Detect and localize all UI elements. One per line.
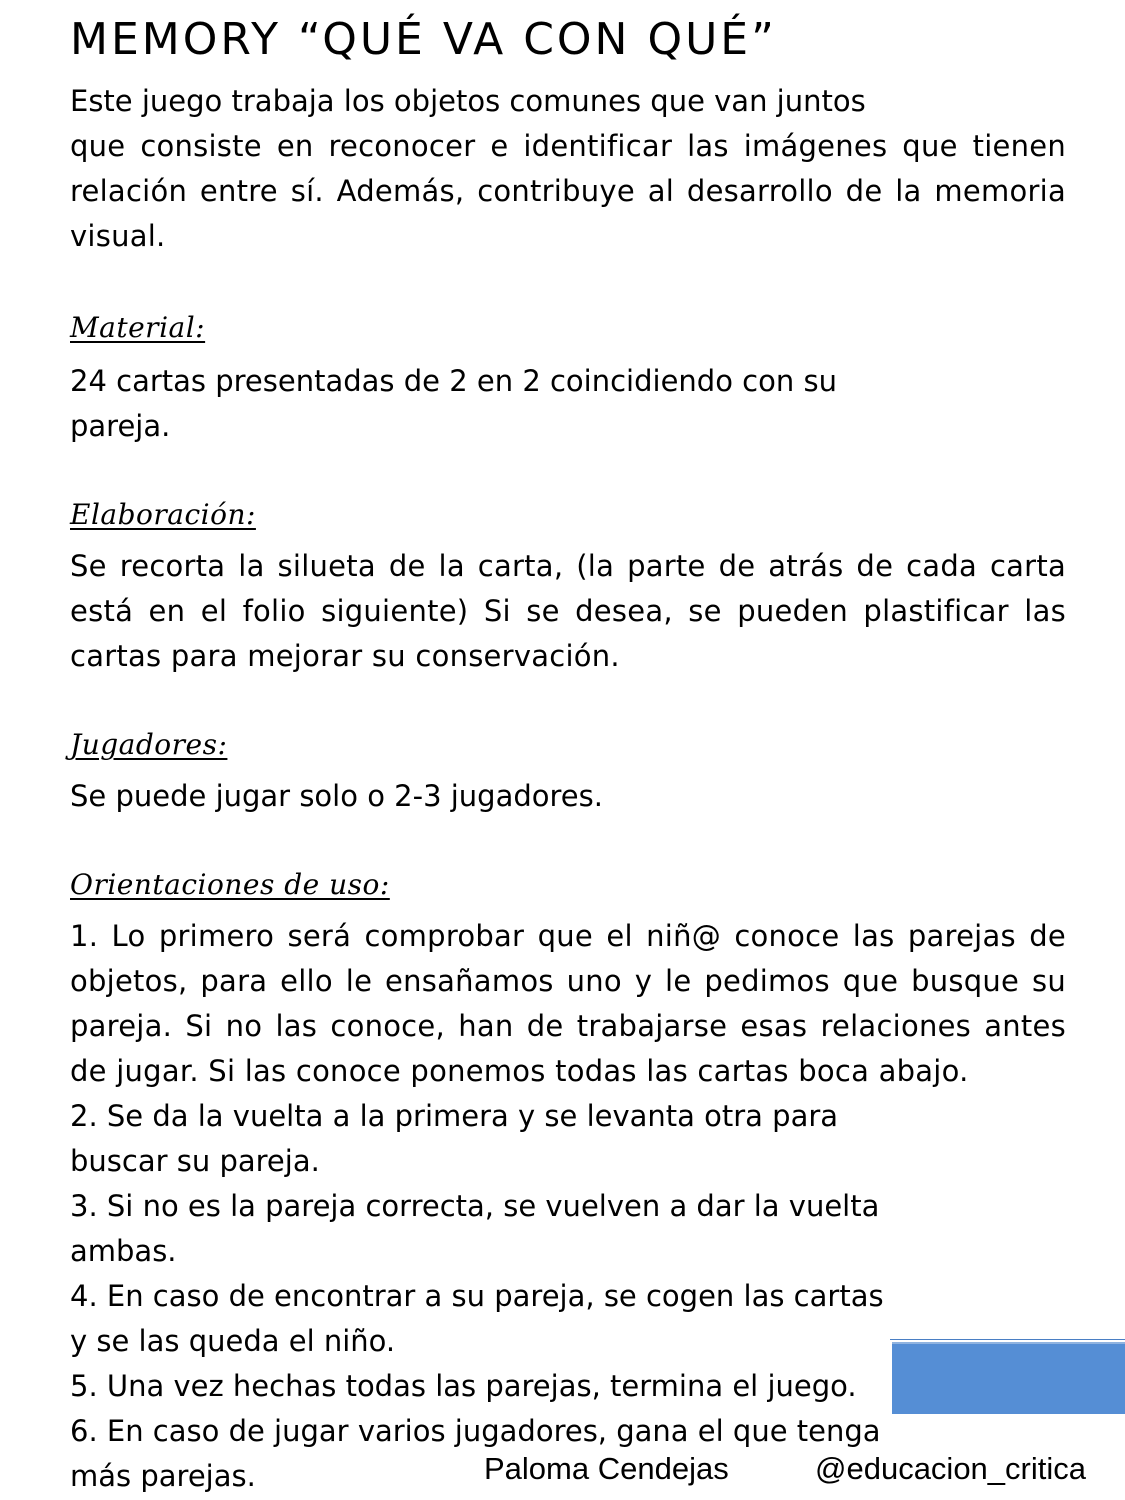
step-line: buscar su pareja. [70,1144,320,1178]
page-title: MEMORY “QUÉ VA CON QUÉ” [70,14,777,65]
step-1-paragraph: 1. Lo primero será comprobar que el niñ@ conoce las parejas de objetos, para ello le ensañamos uno y le pedimos que busque su pareja. Si no las conoce, han de trabajarse esas relaciones antes de jugar. Si las conoce ponemos todas las cartas boca abajo. [70,919,1066,1088]
elaboracion-heading: Elaboración: [70,498,256,531]
blue-box [892,1342,1125,1414]
steps-list [70,1094,1070,1499]
intro-paragraph: que consiste en reconocer e identificar las imágenes que tienen relación entre sí. Además, contribuye al desarrollo de la memoria visual. [70,129,1066,253]
step-line: más parejas. [70,1459,256,1493]
material-line: pareja. [70,409,171,443]
step-line: 6. En caso de jugar varios jugadores, gana el que tenga [70,1414,881,1448]
step-line: 2. Se da la vuelta a la primera y se levanta otra para [70,1099,839,1133]
step-line: ambas. [70,1234,177,1268]
material-text [70,359,837,449]
footer-handle: @educacion_critica [815,1451,1086,1486]
step-line: y se las queda el niño. [70,1324,396,1358]
footer-author: Paloma Cendejas [484,1451,729,1486]
step-line: 5. Una vez hechas todas las parejas, termina el juego. [70,1369,857,1403]
material-line: 24 cartas presentadas de 2 en 2 coincidiendo con su [70,364,837,398]
elaboracion-paragraph: Se recorta la silueta de la carta, (la parte de atrás de cada carta está en el folio siguiente) Si se desea, se pueden plastificar las cartas para mejorar su conservación. [70,549,1066,673]
material-heading: Material: [70,311,206,344]
divider-line [890,1339,1125,1340]
step-line: 4. En caso de encontrar a su pareja, se cogen las cartas [70,1279,884,1313]
step-line: 3. Si no es la pareja correcta, se vuelven a dar la vuelta [70,1189,880,1223]
jugadores-text: Se puede jugar solo o 2-3 jugadores. [70,779,603,813]
orientaciones-heading: Orientaciones de uso: [70,868,390,901]
jugadores-heading: Jugadores: [70,728,228,761]
intro-first-line: Este juego trabaja los objetos comunes que van juntos [70,84,866,118]
